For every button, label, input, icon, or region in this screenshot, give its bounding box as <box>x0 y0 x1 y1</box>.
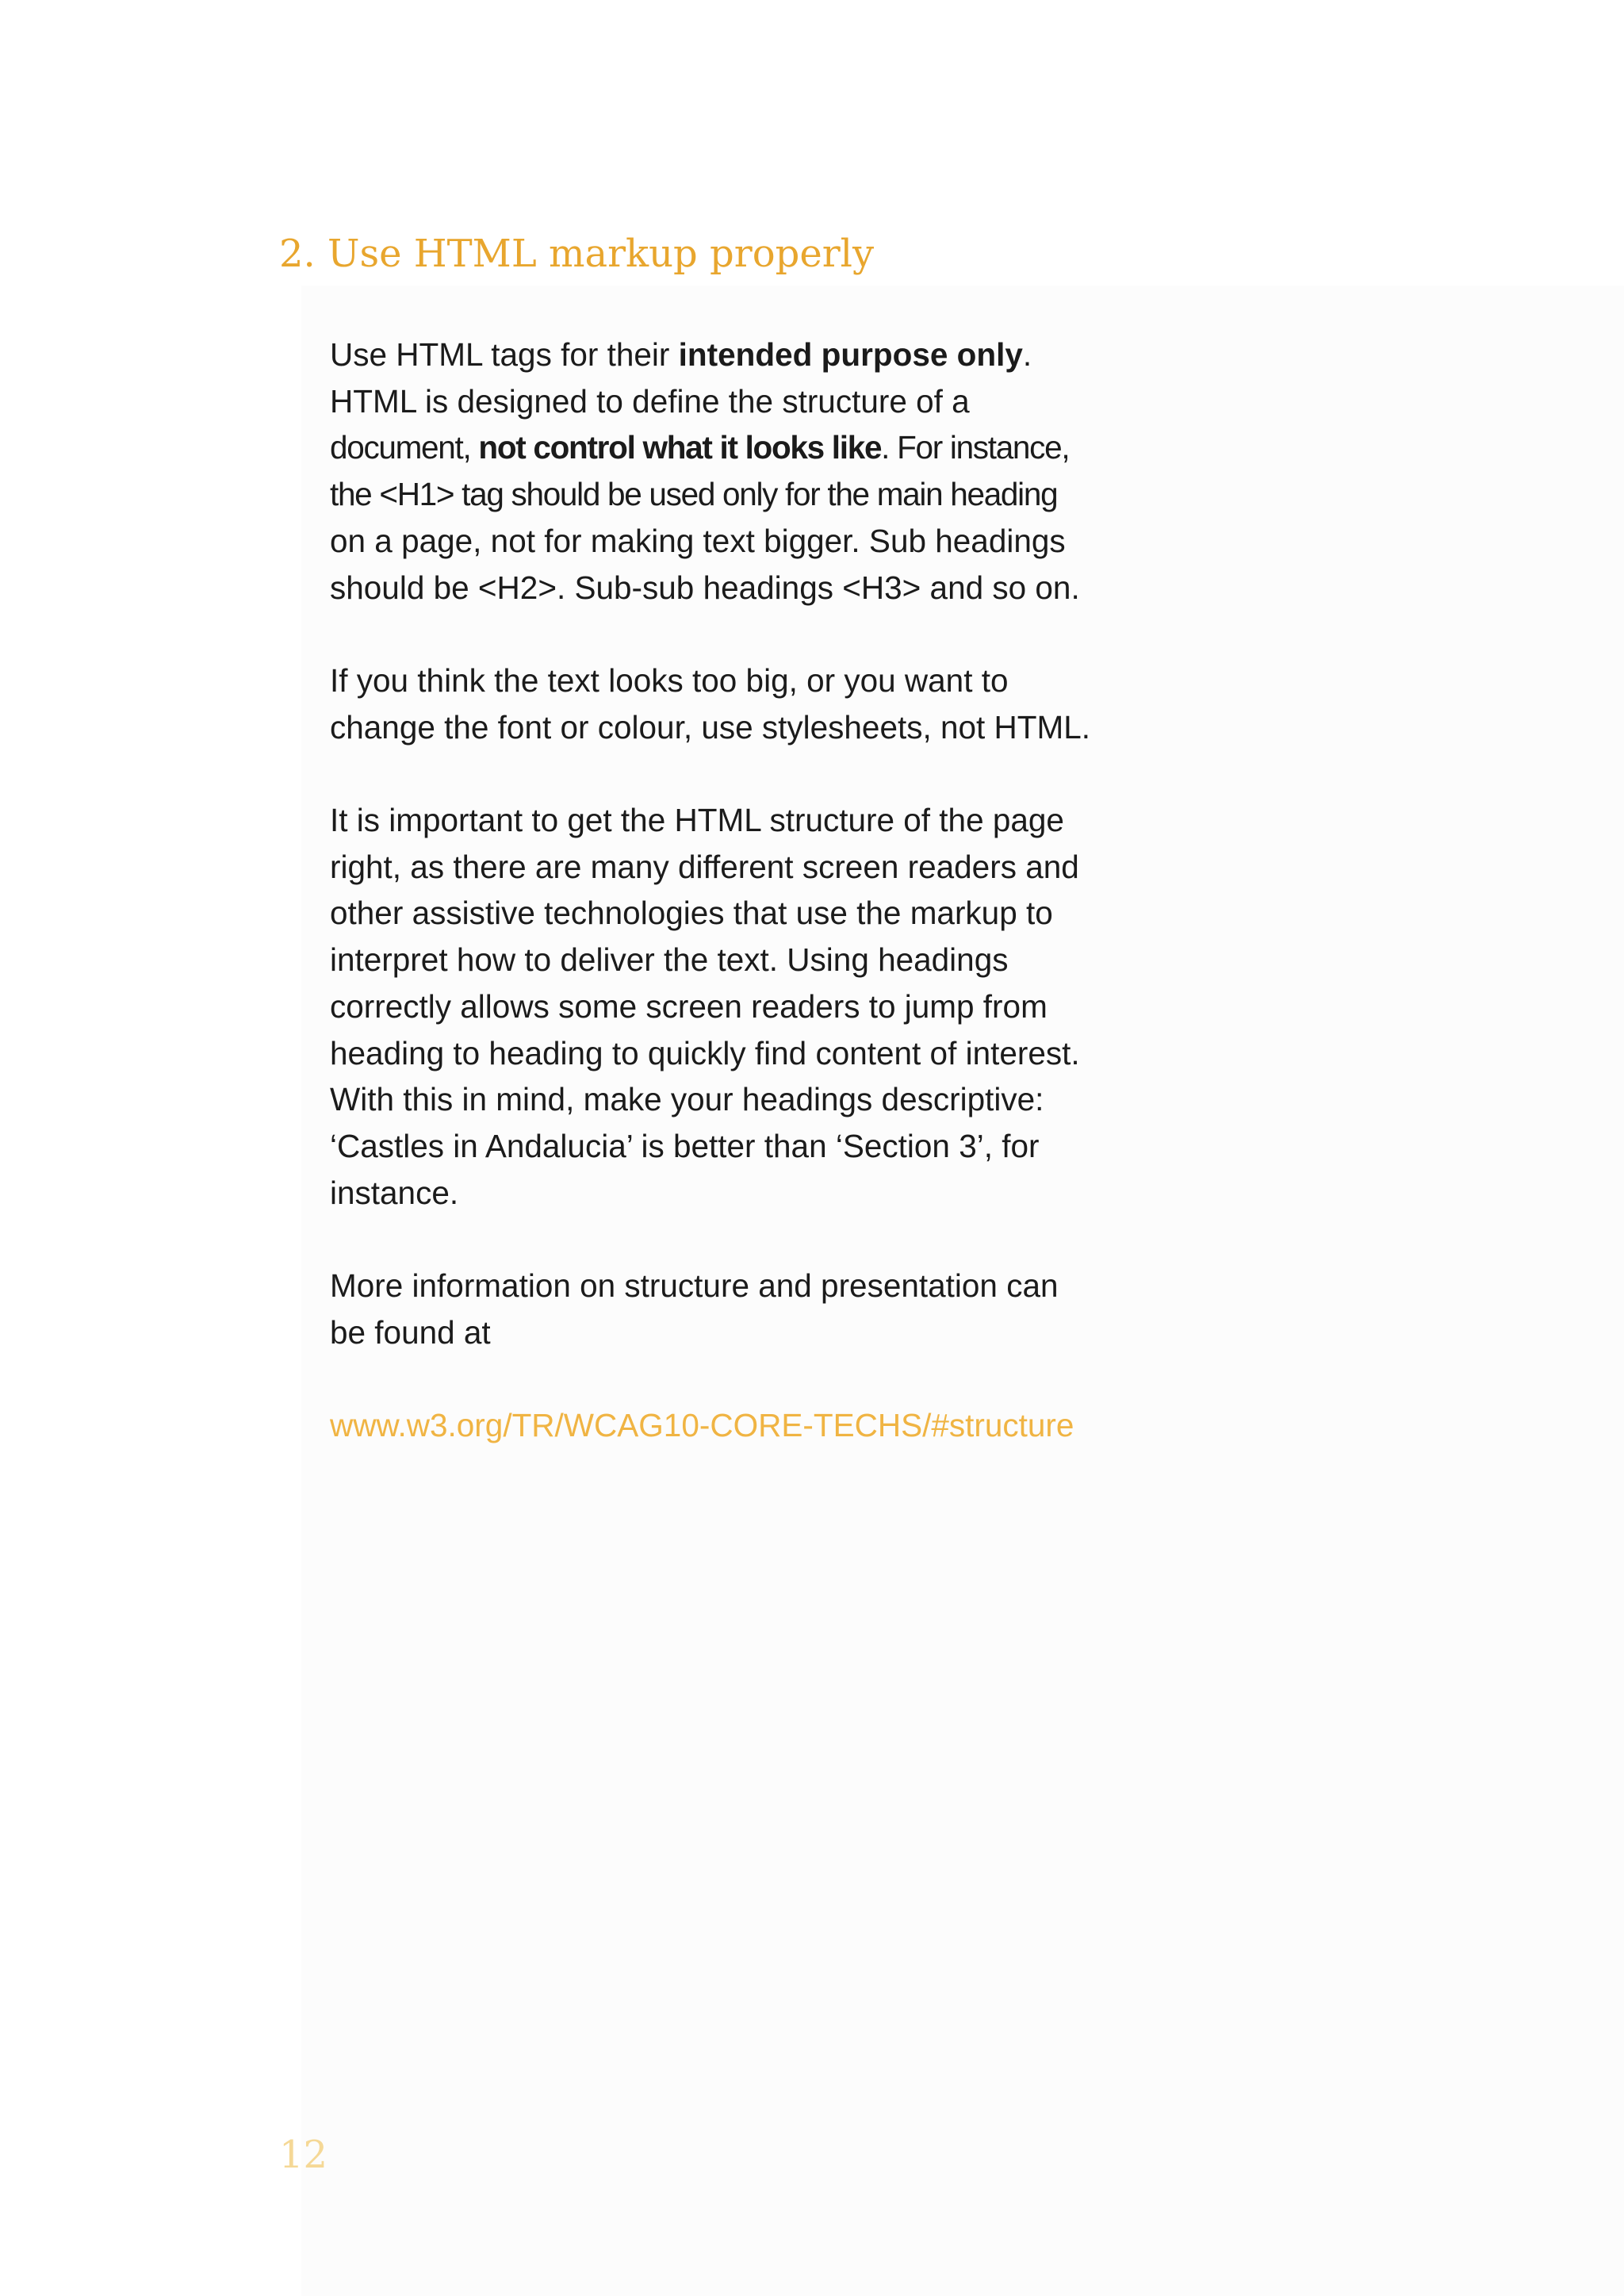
text-line: If you think the text looks too big, or you want to <box>330 661 1009 699</box>
text-line: on a page, not for making text bigger. Sub headings <box>330 522 1066 559</box>
text-line: HTML is designed to define the structure of a <box>330 382 970 420</box>
body-text <box>330 332 1123 1449</box>
paragraph-html-purpose <box>330 332 1123 611</box>
text-line: ‘Castles in Andalucia’ is better than ‘Section 3’, for <box>330 1127 1040 1164</box>
text-line: With this in mind, make your headings descriptive: <box>330 1081 1044 1118</box>
paragraph-more-info <box>330 1263 1123 1355</box>
text-line: change the font or colour, use stylesheets, not HTML. <box>330 708 1091 746</box>
text-segment: document, <box>330 429 479 466</box>
text-line: right, as there are many different screen readers and <box>330 848 1079 885</box>
text-line <box>330 429 1069 466</box>
paragraph-stylesheets <box>330 657 1123 750</box>
text-line: correctly allows some screen readers to jump from <box>330 987 1048 1025</box>
emphasis-not-control: not control what it looks like <box>478 429 882 466</box>
text-line: instance. <box>330 1174 459 1211</box>
text-line: be found at <box>330 1313 491 1351</box>
text-line: other assistive technologies that use the markup to <box>330 895 1053 932</box>
paragraph-structure-importance <box>330 797 1123 1216</box>
emphasis-intended-purpose: intended purpose only <box>678 336 1023 373</box>
page-number: 12 <box>279 2133 328 2177</box>
text-line: It is important to get the HTML structure of the page <box>330 802 1064 838</box>
text-segment: Use HTML tags for their <box>330 336 679 373</box>
link-paragraph <box>330 1402 1123 1449</box>
text-line: the <H1> tag should be used only for the main heading <box>330 476 1058 513</box>
text-segment: . For instance, <box>881 429 1070 466</box>
text-line: should be <H2>. Sub-sub headings <H3> and so on. <box>330 569 1080 606</box>
section-heading: 2. Use HTML markup properly <box>279 232 875 276</box>
text-line: heading to heading to quickly find content of interest. <box>330 1034 1080 1071</box>
text-segment: . <box>1022 336 1032 373</box>
text-line: More information on structure and presentation can <box>330 1267 1059 1305</box>
text-line: interpret how to deliver the text. Using headings <box>330 941 1009 979</box>
w3c-structure-link[interactable]: www.w3.org/TR/WCAG10-CORE-TECHS/#structure <box>330 1407 1074 1444</box>
